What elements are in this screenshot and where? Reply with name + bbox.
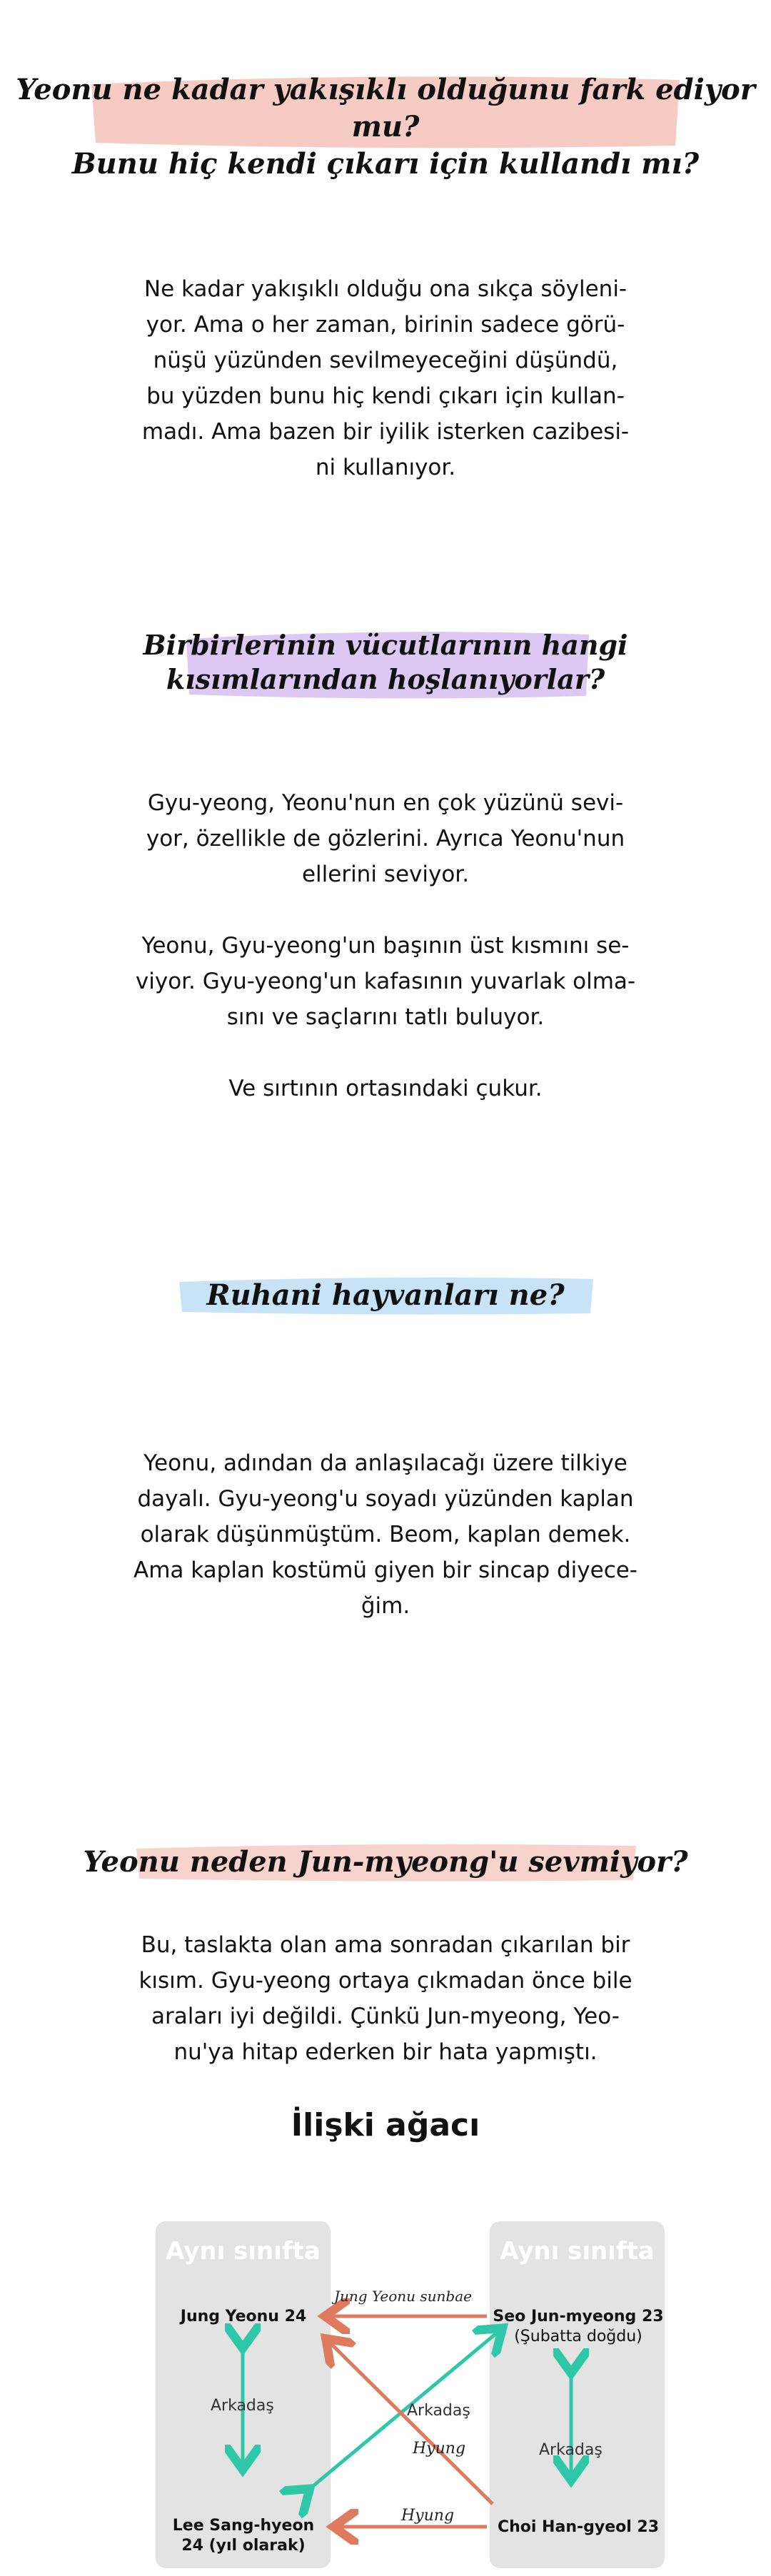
section-4-heading: Yeonu neden Jun-myeong'u sevmiyor? (83, 1845, 688, 1879)
person-choi-han-gyeol: Choi Han-gyeol 23 (497, 2518, 660, 2536)
person-jung-yeonu: Jung Yeonu 24 (180, 2308, 307, 2325)
label-sunbae: Jung Yeonu sunbae (334, 2288, 472, 2305)
section-4-paragraph: Bu, taslakta olan ama sonradan çıkarılan bir kısım. Gyu-yeong ortaya çıkmadan önce bile araları iyi değildi. Çünkü Jun-myeong, Yeo- nu'ya hitap ederken bir hata yapmıştı. (138, 1932, 633, 2065)
section-2-paragraphs: Gyu-yeong, Yeonu'nun en çok yüzünü sevi- yor, özellikle de gözlerini. Ayrıca Yeonu'nun ellerini seviyor. Yeonu, Gyu-yeong'un başının üst kısmını se- viyor. Gyu-yeong'un kafasının yuvarlak olma- sını ve saçlarını tatlı buluyor. Ve sırtının ortasındaki çukur. (135, 790, 636, 1101)
section-3-heading: Ruhani hayvanları ne? (206, 1278, 565, 1312)
person-lee-sang-hyeon: Lee Sang-hyeon 24 (yıl olarak) (172, 2517, 315, 2555)
section-1-heading: Yeonu ne kadar yakışıklı olduğunu fark ediyor mu? Bunu hiç kendi çıkarı için kullandı mı? (16, 73, 755, 181)
label-friend-cross: Arkadaş (407, 2402, 470, 2420)
section-3-paragraph: Yeonu, adından da anlaşılacağı üzere tilkiye dayalı. Gyu-yeong'u soyadı yüzünden kaplan olarak düşünmüştüm. Beom, kaplan demek. Ama kaplan kostümü giyen bir sincap diyece- ğim. (133, 1450, 638, 1619)
relationship-tree-title: İlişki ağacı (291, 2107, 480, 2143)
label-friend-right: Arkadaş (539, 2441, 603, 2459)
right-column-header: Aynı sınıfta (500, 2237, 655, 2266)
section-1-paragraph: Ne kadar yakışıklı olduğu ona sıkça söyleni- yor. Ama o her zaman, birinin sadece görü- nüşü yüzünden sevilmeyeceğini düşündü, bu yüzden bunu hiç kendi çıkarı için kullan- madı. Ama bazen bir iyilik isterken cazibesi- ni kullanıyor. (141, 276, 630, 480)
label-friend-left: Arkadaş (211, 2397, 274, 2415)
label-hyung-cross: Hyung (413, 2440, 466, 2458)
friend-cross-arrow (307, 2330, 500, 2491)
person-seo-jun-myeong: Seo Jun-myeong 23 (Şubatta doğdu) (493, 2308, 664, 2345)
left-column-header: Aynı sınıfta (166, 2237, 321, 2266)
label-hyung-bottom: Hyung (401, 2507, 455, 2525)
section-2-heading: Birbirlerinin vücutlarının hangi kısımlarından hoşlanıyorlar? (143, 629, 628, 695)
hyung-cross-arrow (328, 2341, 493, 2504)
